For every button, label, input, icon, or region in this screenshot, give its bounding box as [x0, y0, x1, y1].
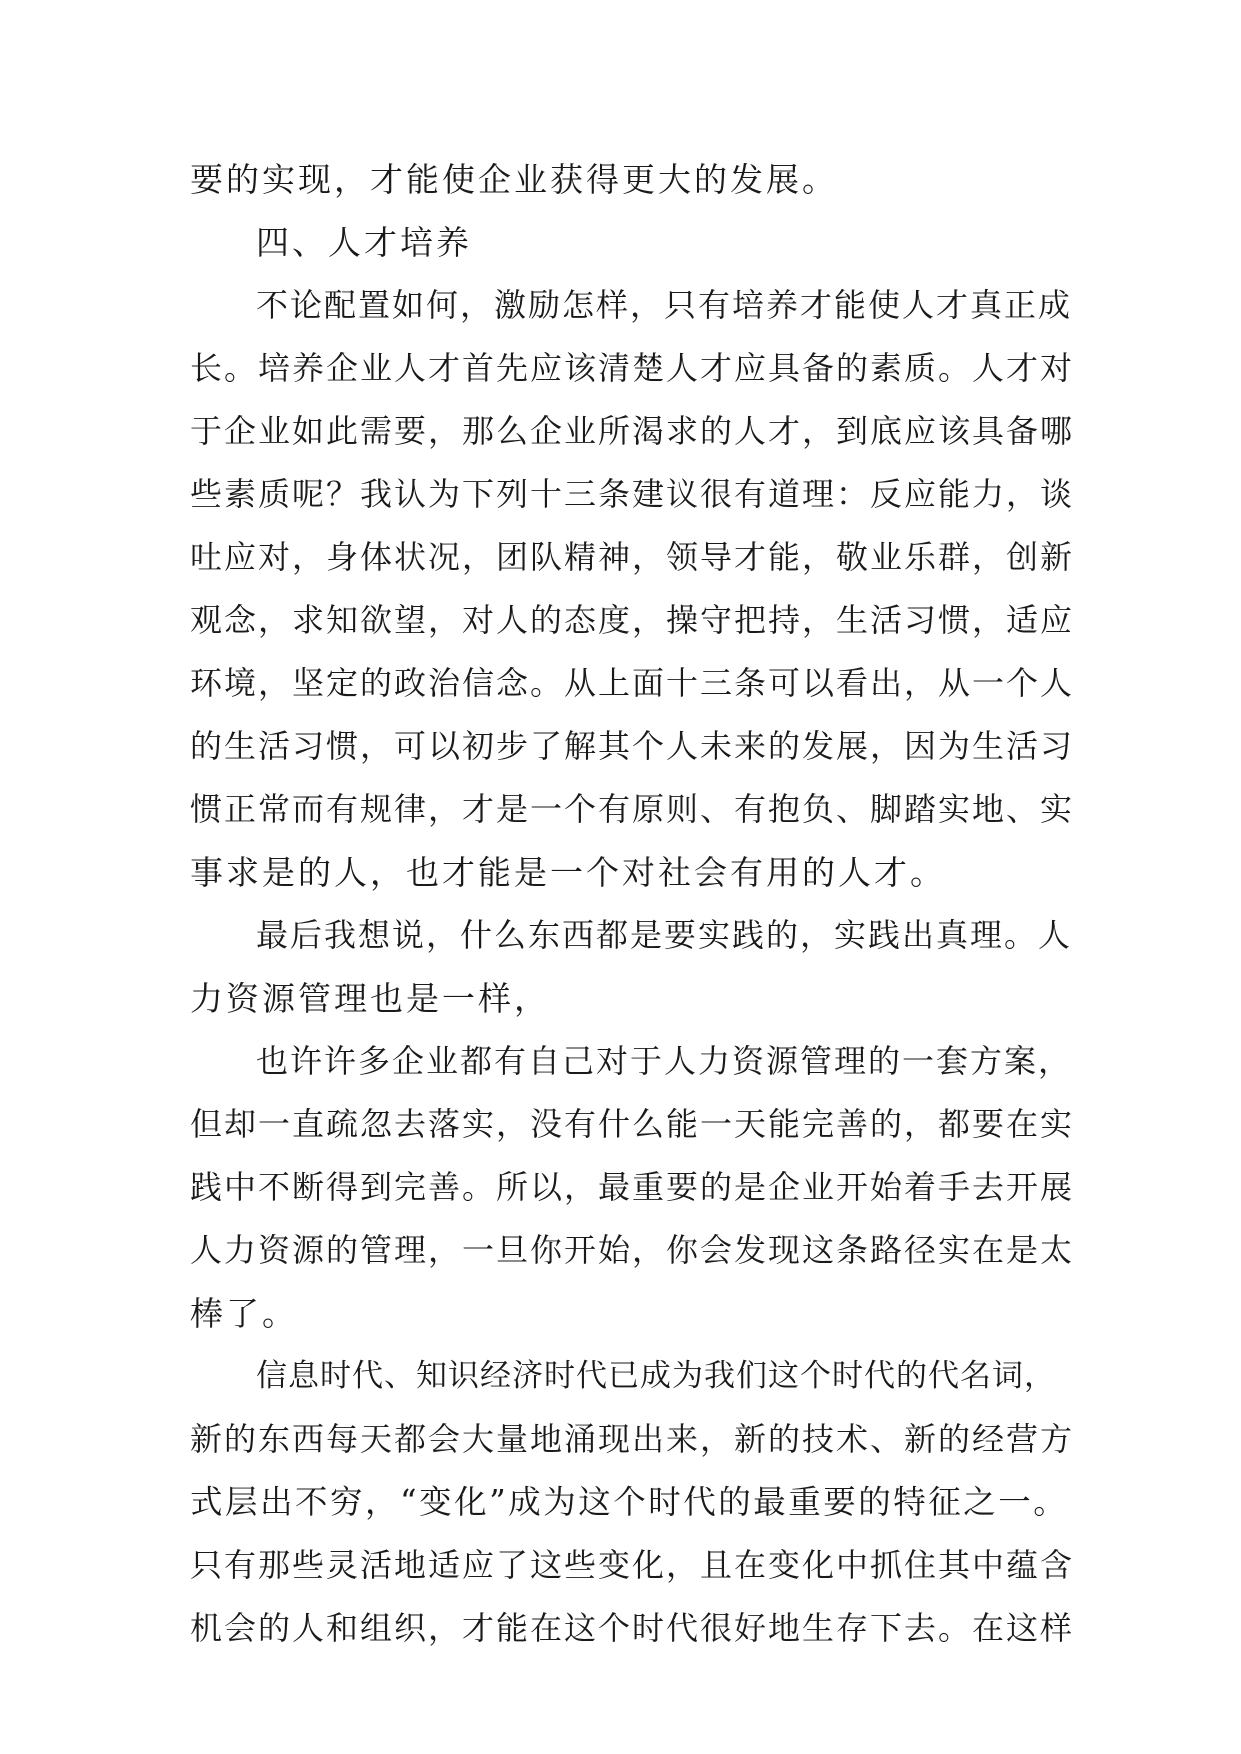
- text-line: 于企业如此需要，那么企业所渴求的人才，到底应该具备哪: [190, 412, 1075, 450]
- text-line: 也许许多企业都有自己对于人力资源管理的一套方案，: [256, 1042, 1073, 1080]
- text-line: 但却一直疏忽去落实，没有什么能一天能完善的，都要在实: [190, 1105, 1075, 1143]
- text-line: 要的实现，才能使企业获得更大的发展。: [190, 160, 838, 199]
- text-line: 惯正常而有规律，才是一个有原则、有抱负、脚踏实地、实: [190, 790, 1075, 828]
- text-line: 只有那些灵活地适应了这些变化，且在变化中抓住其中蕴含: [190, 1546, 1075, 1584]
- text-line: 吐应对，身体状况，团队精神，领导才能，敬业乐群，创新: [190, 538, 1075, 576]
- text-line: 些素质呢？我认为下列十三条建议很有道理：反应能力，谈: [190, 475, 1075, 513]
- text-line: 新的东西每天都会大量地涌现出来，新的技术、新的经营方: [190, 1420, 1075, 1458]
- text-line: 不论配置如何，激励怎样，只有培养才能使人才真正成: [256, 286, 1073, 324]
- text-line: 最后我想说，什么东西都是要实践的，实践出真理。人: [256, 916, 1073, 954]
- text-line: 人力资源的管理，一旦你开始，你会发现这条路径实在是太: [190, 1231, 1075, 1269]
- text-line: 式层出不穷，“变化”成为这个时代的最重要的特征之一。: [190, 1483, 1069, 1521]
- text-line: 力资源管理也是一样，: [190, 979, 550, 1018]
- text-line: 的生活习惯，可以初步了解其个人未来的发展，因为生活习: [190, 727, 1075, 765]
- text-line: 长。培养企业人才首先应该清楚人才应具备的素质。人才对: [190, 349, 1075, 387]
- text-line: 观念，求知欲望，对人的态度，操守把持，生活习惯，适应: [190, 601, 1075, 639]
- text-line: 信息时代、知识经济时代已成为我们这个时代的代名词，: [256, 1358, 1056, 1394]
- text-line: 环境，坚定的政治信念。从上面十三条可以看出，从一个人: [190, 664, 1075, 702]
- text-line: 棒了。: [190, 1294, 298, 1333]
- text-line: 践中不断得到完善。所以，最重要的是企业开始着手去开展: [190, 1168, 1075, 1206]
- document-body: [190, 148, 1080, 1660]
- text-line: 机会的人和组织，才能在这个时代很好地生存下去。在这样: [190, 1609, 1075, 1647]
- text-line: 事求是的人，也才能是一个对社会有用的人才。: [190, 853, 946, 892]
- section-heading: 四、人才培养: [256, 223, 472, 262]
